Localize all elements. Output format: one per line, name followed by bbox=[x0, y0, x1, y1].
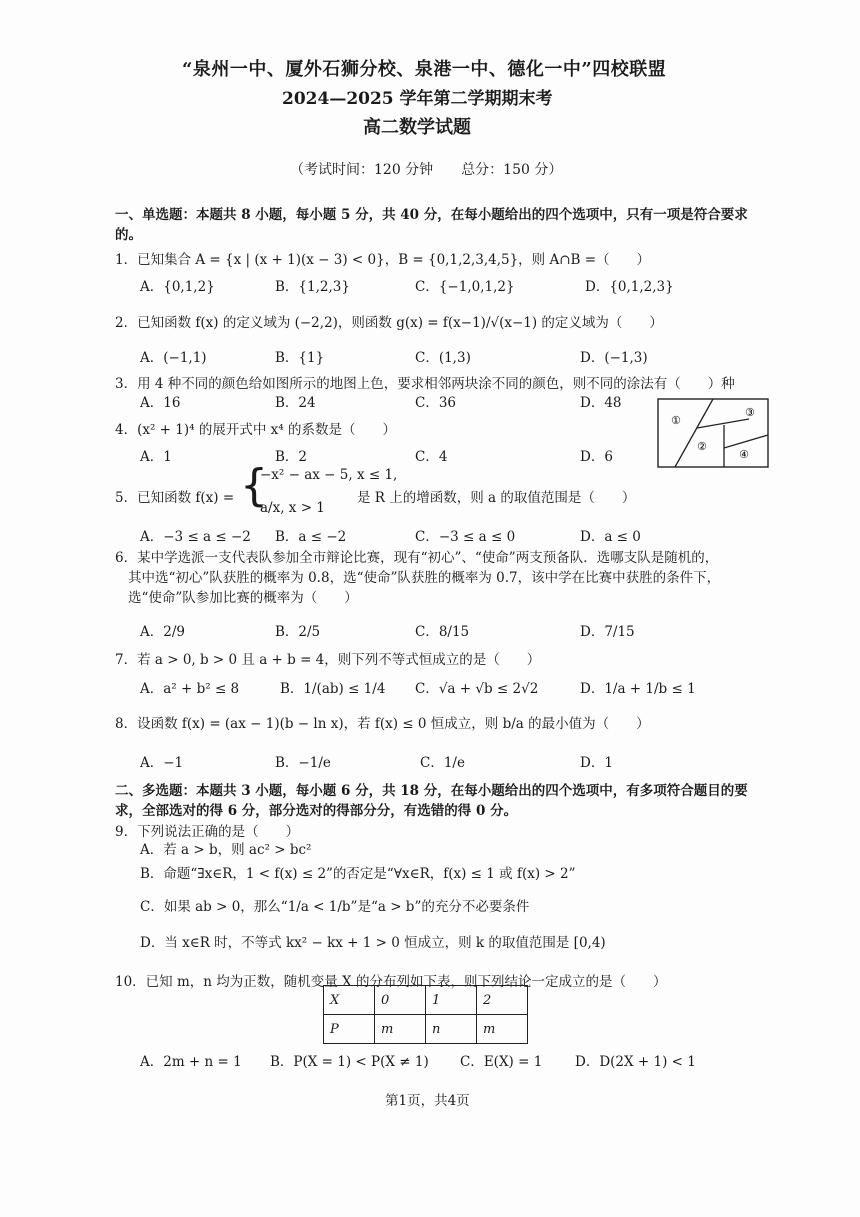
q4-option-b: B．2 bbox=[275, 449, 308, 465]
q8-option-a: A．−1 bbox=[140, 755, 184, 771]
table-cell: m bbox=[477, 1015, 528, 1044]
q7-option-a: A．a² + b² ≤ 8 bbox=[140, 681, 240, 697]
question-7-stem: 7．若 a > 0, b > 0 且 a + b = 4，则下列不等式恒成立的是（ ） bbox=[115, 652, 541, 668]
q1-option-c: C．{−1,0,1,2} bbox=[415, 279, 515, 295]
map-label-4: ④ bbox=[739, 448, 749, 461]
q8-option-c: C．1/e bbox=[420, 755, 465, 771]
q2-option-c: C．(1,3) bbox=[415, 350, 471, 366]
q5-option-a: A．−3 ≤ a ≤ −2 bbox=[140, 529, 251, 545]
q3-option-c: C．36 bbox=[415, 395, 457, 411]
question-8-stem: 8．设函数 f(x) = (ax − 1)(b − ln x)，若 f(x) ≤ 0 恒成立，则 b/a 的最小值为（ ） bbox=[115, 716, 650, 732]
table-cell: 0 bbox=[375, 986, 426, 1015]
q4-option-c: C．4 bbox=[415, 449, 448, 465]
q6-option-c: C．8/15 bbox=[415, 624, 470, 640]
q10-option-b: B．P(X = 1) < P(X ≠ 1) bbox=[270, 1054, 429, 1070]
question-6-stem-1: 6．某中学选派一支代表队参加全市辩论比赛，现有“初心”、“使命”两支预备队．选哪支队是随机的， bbox=[115, 550, 719, 566]
map-label-1: ① bbox=[671, 414, 681, 427]
question-4-stem: 4．(x² + 1)⁴ 的展开式中 x⁴ 的系数是（ ） bbox=[115, 422, 396, 438]
q3-option-a: A．16 bbox=[140, 395, 181, 411]
q1-option-d: D．{0,1,2,3} bbox=[585, 279, 674, 295]
q2-option-d: D．(−1,3) bbox=[580, 350, 648, 366]
q5-option-b: B．a ≤ −2 bbox=[275, 529, 347, 545]
q3-option-d: D．48 bbox=[580, 395, 622, 411]
q10-option-d: D．D(2X + 1) < 1 bbox=[575, 1054, 696, 1070]
q6-option-a: A．2/9 bbox=[140, 624, 185, 640]
table-cell: X bbox=[324, 986, 375, 1015]
q5-piece-1: −x² − ax − 5, x ≤ 1, bbox=[260, 467, 398, 483]
table-cell: m bbox=[375, 1015, 426, 1044]
q4-option-a: A．1 bbox=[140, 449, 172, 465]
question-3-stem: 3．用 4 种不同的颜色给如图所示的地图上色，要求相邻两块涂不同的颜色，则不同的涂法有（ ）种 bbox=[115, 376, 735, 392]
table-cell: 2 bbox=[477, 986, 528, 1015]
question-5-stem-suffix: 是 R 上的增函数，则 a 的取值范围是（ ） bbox=[357, 490, 636, 506]
map-figure bbox=[657, 398, 769, 468]
table-cell: 1 bbox=[426, 986, 477, 1015]
distribution-table bbox=[323, 985, 528, 1044]
q4-option-d: D．6 bbox=[580, 449, 613, 465]
question-6-stem-2: 其中选“初心”队获胜的概率为 0.8，选“使命”队获胜的概率为 0.7，该中学在比赛中获胜的条件下， bbox=[128, 570, 721, 586]
q1-option-a: A．{0,1,2} bbox=[140, 279, 215, 295]
question-9-stem: 9．下列说法正确的是（ ） bbox=[115, 824, 300, 840]
q7-option-b: B．1/(ab) ≤ 1/4 bbox=[280, 681, 386, 697]
q9-option-b: B．命题“∃x∈R，1 < f(x) ≤ 2”的否定是“∀x∈R，f(x) ≤ 1 或 f(x) > 2” bbox=[140, 866, 576, 882]
q5-piece-2: a/x, x > 1 bbox=[260, 500, 325, 516]
q8-option-b: B．−1/e bbox=[275, 755, 331, 771]
exam-title-line2: 2024—2025 学年第二学期期末考 bbox=[282, 89, 553, 109]
exam-info: （考试时间：120 分钟 总分：150 分） bbox=[290, 162, 563, 178]
q9-option-a: A．若 a > b，则 ac² > bc² bbox=[140, 842, 312, 858]
exam-title-line1: “泉州一中、厦外石狮分校、泉港一中、德化一中”四校联盟 bbox=[182, 59, 667, 80]
q6-option-d: D．7/15 bbox=[580, 624, 635, 640]
section1-heading-cont: 的。 bbox=[115, 227, 142, 243]
table-row bbox=[324, 986, 528, 1015]
table-cell: P bbox=[324, 1015, 375, 1044]
q2-option-a: A．(−1,1) bbox=[140, 350, 207, 366]
question-6-stem-3: 选“使命”队参加比赛的概率为（ ） bbox=[128, 590, 358, 606]
q9-option-c: C．如果 ab > 0，那么“1/a < 1/b”是“a > b”的充分不必要条件 bbox=[140, 899, 530, 915]
table-cell: n bbox=[426, 1015, 477, 1044]
q5-option-c: C．−3 ≤ a ≤ 0 bbox=[415, 529, 516, 545]
q2-option-b: B．{1} bbox=[275, 350, 325, 366]
q7-option-c: C．√a + √b ≤ 2√2 bbox=[415, 681, 539, 697]
question-1-stem: 1．已知集合 A = {x | (x + 1)(x − 3) < 0}，B = {0,1,2,3,4,5}，则 A∩B =（ ） bbox=[115, 252, 651, 268]
q6-option-b: B．2/5 bbox=[275, 624, 321, 640]
q9-option-d: D．当 x∈R 时，不等式 kx² − kx + 1 > 0 恒成立，则 k 的取值范围是 [0,4) bbox=[140, 935, 606, 951]
map-label-3: ③ bbox=[745, 406, 755, 419]
q10-option-a: A．2m + n = 1 bbox=[140, 1054, 242, 1070]
piecewise-brace: { bbox=[240, 460, 268, 511]
table-row bbox=[324, 1015, 528, 1044]
page-number: 第1页，共4页 bbox=[385, 1093, 470, 1109]
q10-option-c: C．E(X) = 1 bbox=[460, 1054, 543, 1070]
question-2-stem: 2．已知函数 f(x) 的定义域为 (−2,2)，则函数 g(x) = f(x−1)/√(x−1) 的定义域为（ ） bbox=[115, 315, 663, 331]
q5-option-d: D．a ≤ 0 bbox=[580, 529, 641, 545]
section1-heading: 一、单选题：本题共 8 小题，每小题 5 分，共 40 分，在每小题给出的四个选项中，只有一项是符合要求 bbox=[115, 207, 748, 223]
section2-heading-cont: 求，全部选对的得 6 分，部分选对的得部分分，有选错的得 0 分。 bbox=[115, 803, 518, 819]
q3-option-b: B．24 bbox=[275, 395, 316, 411]
question-10-stem: 10．已知 m，n 均为正数，随机变量 X 的分布列如下表，则下列结论一定成立的是（ ） bbox=[115, 974, 667, 990]
exam-title-line3: 高二数学试题 bbox=[363, 117, 471, 138]
question-5-stem-prefix: 5．已知函数 f(x) = bbox=[115, 490, 235, 506]
q7-option-d: D．1/a + 1/b ≤ 1 bbox=[580, 681, 696, 697]
map-label-2: ② bbox=[697, 440, 707, 453]
section2-heading: 二、多选题：本题共 3 小题，每小题 6 分，共 18 分，在每小题给出的四个选项中，有多项符合题目的要 bbox=[115, 783, 748, 799]
q8-option-d: D．1 bbox=[580, 755, 613, 771]
q1-option-b: B．{1,2,3} bbox=[275, 279, 350, 295]
